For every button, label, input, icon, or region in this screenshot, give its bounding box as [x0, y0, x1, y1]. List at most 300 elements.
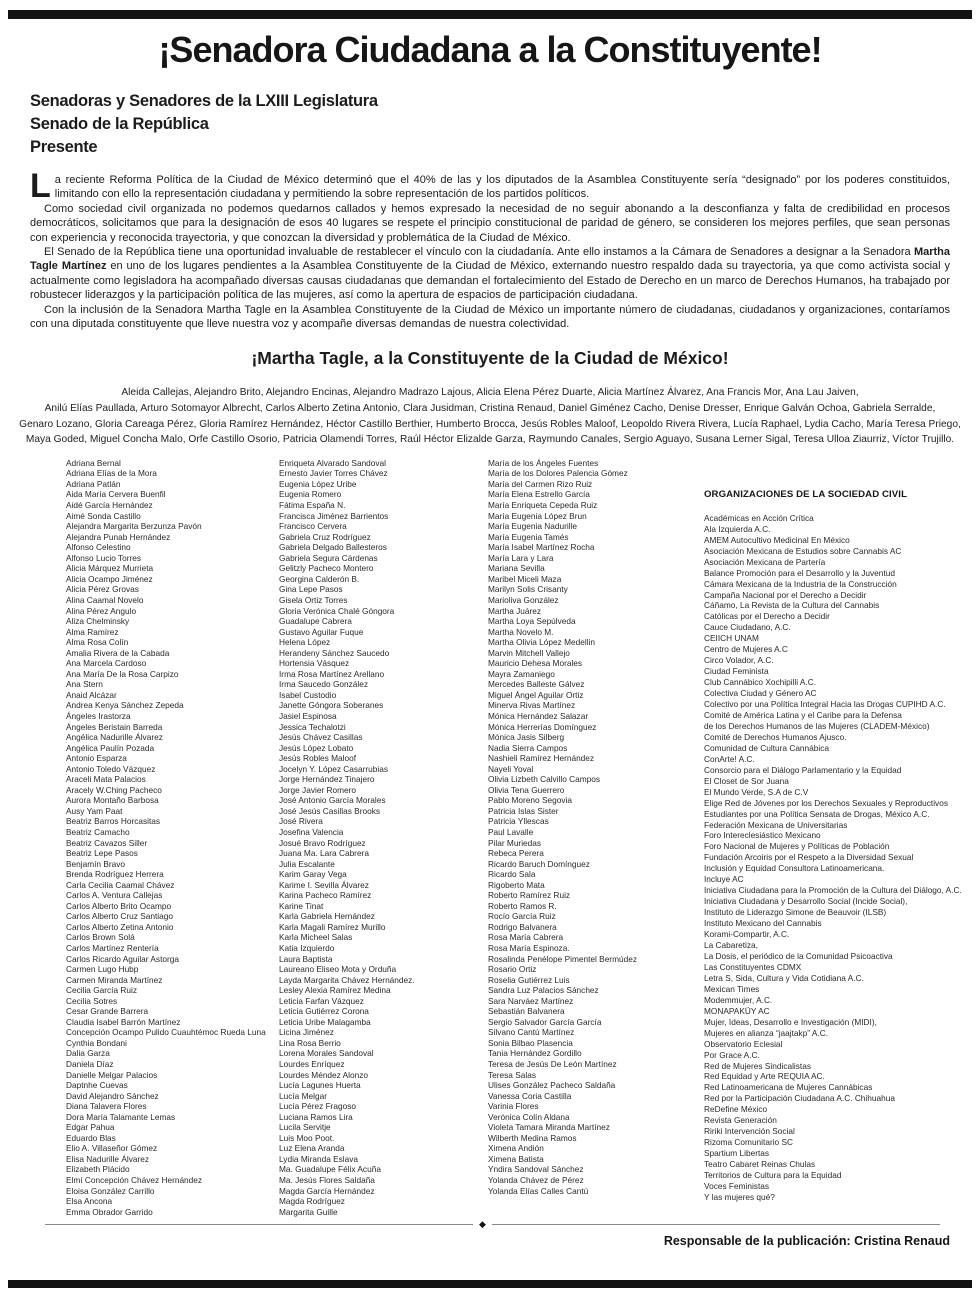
- signer-name: Teresa Salas: [488, 1069, 536, 1080]
- signer-name: Silvano Cantú Martínez: [488, 1027, 575, 1038]
- signer-name: Ricardo Baruch Domínguez: [488, 858, 590, 869]
- signer-name: Beatriz Camacho: [66, 826, 130, 837]
- organization-name: Voces Feministas: [704, 1180, 770, 1191]
- signer-name: Diana Talavera Flores: [66, 1101, 147, 1112]
- signer-name: Nayeli Yoval: [488, 763, 534, 774]
- signer-name: Laureano Eliseo Mota y Orduña: [279, 964, 397, 975]
- organization-name: Balance Promoción para el Desarrollo y la Juventud: [704, 567, 895, 578]
- signer-name: Andrea Kenya Sánchez Zepeda: [66, 700, 184, 711]
- signer-name: Alfonso Lucio Torres: [66, 552, 142, 563]
- organization-name: Centro de Mujeres A.C: [704, 644, 788, 655]
- signer-name: Adriana Patlán: [66, 478, 121, 489]
- signer-name: María Eugenia Nadurille: [488, 521, 578, 532]
- signer-name: Roberto Ramos R.: [488, 900, 557, 911]
- signer-name: Miguel Ángel Aguilar Ortiz: [488, 689, 584, 700]
- signer-name: Gabriela Delgado Ballesteros: [279, 542, 387, 553]
- signer-name: Emma Obrador Garrido: [66, 1206, 153, 1217]
- addressee-line-legislatura: Senadoras y Senadores de la LXIII Legislatura: [30, 92, 378, 110]
- signer-name: Yndira Sandoval Sánchez: [488, 1164, 584, 1175]
- signer-name: Ángeles Irastorza: [66, 710, 131, 721]
- organization-name: Spartium Libertas: [704, 1148, 770, 1159]
- signer-name: Lorena Morales Sandoval: [279, 1048, 374, 1059]
- signer-name: Ma. Guadalupe Félix Acuña: [279, 1164, 381, 1175]
- signer-name: David Alejandro Sánchez: [66, 1090, 159, 1101]
- signer-name: María Eugenia Tamés: [488, 531, 569, 542]
- signer-name: Carlos Ricardo Aguilar Astorga: [66, 953, 179, 964]
- organization-name: Cáñamo, La Revista de la Cultura del Cannabis: [704, 600, 880, 611]
- signer-name: Karim Garay Vega: [279, 869, 347, 880]
- signer-name: Roselia Gutiérrez Luis: [488, 974, 570, 985]
- signer-name: Adriana Elías de la Mora: [66, 468, 157, 479]
- signer-name: Herandeny Sánchez Saucedo: [279, 647, 390, 658]
- organization-name: Circo Volador, A.C.: [704, 655, 774, 666]
- signer-name: Janette Góngora Soberanes: [279, 700, 384, 711]
- divider-line-left: [45, 1224, 473, 1225]
- organization-name: Ririki Intervención Social: [704, 1126, 795, 1137]
- organization-name: Red de Mujeres Sindicalistas: [704, 1060, 811, 1071]
- signer-name: Nadia Sierra Campos: [488, 742, 568, 753]
- signer-name: Rosalinda Penélope Pimentel Bermúdez: [488, 953, 637, 964]
- signer-name: Teresa de Jesús De León Martínez: [488, 1059, 617, 1070]
- signer-name: Tania Hernández Gordillo: [488, 1048, 582, 1059]
- signer-name: Josué Bravo Rodríguez: [279, 837, 366, 848]
- signer-name: Beatriz Lepe Pasos: [66, 848, 138, 859]
- signer-name: Aidé García Hernández: [66, 500, 153, 511]
- organization-name: Ala Izquierda A.C.: [704, 523, 771, 534]
- highlighted-name: Martha Tagle Martínez: [30, 246, 950, 273]
- signer-name: Carlos Martínez Rentería: [66, 943, 159, 953]
- paragraph-3: [30, 245, 950, 303]
- organization-name: Korami-Compartir, A.C.: [704, 929, 790, 940]
- signer-name: Carlos A. Ventura Callejas: [66, 890, 163, 901]
- organization-name: Asociación Mexicana de Estudios sobre Cannabis AC: [704, 545, 902, 556]
- signer-name: Adriana Bernal: [66, 457, 121, 468]
- organization-name: Instituto de Liderazgo Simone de Beauvoir (ILSB): [704, 907, 887, 918]
- signer-name: Jorge Javier Romero: [279, 784, 357, 795]
- signer-name: Rocío García Ruiz: [488, 911, 556, 922]
- organization-name: Mujeres en alianza “jaajtakp” A.C.: [704, 1027, 829, 1038]
- organization-name: Las Constituyentes CDMX: [704, 961, 802, 972]
- signer-name: Patricia Yllescas: [488, 816, 549, 827]
- prominent-signers-line: Anilú Elías Paullada, Arturo Sotomayor Albrecht, Carlos Alberto Zetina Antonio, Clara Jusidman, Cristina Renaud, Daniel Giménez Cacho, Denise Dresser, Enrique Galván Ochoa, Gabriela Serralde,: [44, 403, 936, 415]
- organization-name: Fundación Arcoiris por el Respeto a la Diversidad Sexual: [704, 852, 914, 863]
- signer-name: Beatriz Cavazos Siller: [66, 837, 148, 848]
- signer-name: Lucila Servitje: [279, 1122, 331, 1133]
- addressee-line-presente: Presente: [30, 138, 98, 156]
- organization-name: Modemmujer, A.C.: [704, 994, 773, 1005]
- prominent-signers-line: Aleida Callejas, Alejandro Brito, Alejandro Encinas, Alejandro Madrazo Lajous, Alicia Elena Pérez Duarte, Alicia Martínez Álvarez, Ana Francis Mor, Ana Lau Jaiven,: [121, 387, 859, 399]
- signer-name: Martha Loya Sepúlveda: [488, 616, 576, 627]
- letter-body: [30, 167, 950, 331]
- signer-name: José Rivera: [279, 816, 323, 827]
- signer-name: Vanessa Coria Castilla: [488, 1090, 572, 1101]
- organization-name: Rizoma Comunitario SC: [704, 1137, 793, 1148]
- organization-name: Comité de Derechos Humanos Ajusco.: [704, 731, 847, 742]
- signer-name: Brenda Rodríguez Herrera: [66, 869, 164, 880]
- newspaper-page: [0, 10, 980, 1248]
- organization-name: Observatorio Eclesial: [704, 1038, 783, 1049]
- signer-name: Cynthia Bondani: [66, 1037, 127, 1048]
- signer-name: Alejandra Punab Hernández: [66, 531, 171, 542]
- addressee-block: [30, 90, 980, 159]
- signer-name: Gabriela Cruz Rodríguez: [279, 531, 371, 542]
- top-rule: [8, 10, 972, 19]
- signer-name: Lydia Miranda Eslava: [279, 1153, 359, 1164]
- signer-name: Guadalupe Cabrera: [279, 616, 352, 627]
- signer-name: Carlos Alberto Brito Ocampo: [66, 900, 172, 911]
- signers-column-1: [66, 458, 279, 1217]
- signer-name: Ana Marcela Cardoso: [66, 658, 147, 669]
- signer-name: Paul Lavalle: [488, 826, 534, 837]
- signer-name: Pablo Moreno Segovia: [488, 795, 572, 806]
- signer-name: José Jesús Casillas Brooks: [279, 805, 380, 816]
- organization-name: AMEM Autocultivo Medicinal En México: [704, 534, 850, 545]
- paragraph-2: Como sociedad civil organizada no podemos quedarnos callados y hemos expresado la necesidad de no seguir abonando a la desconfianza y falta de credibilidad en procesos democráticos, solicitamos que para la designación de esos 40 lugares se respete el principio constitucional de paridad de género, se consideren los mejores perfiles, que sean personas con experiencia y reconocida trayectoria, y que conozcan la diversidad y problemática de la Ciudad de México.: [30, 202, 950, 244]
- signer-name: Cesar Grande Barrera: [66, 1006, 149, 1017]
- signer-name: Laura Baptista: [279, 953, 333, 964]
- signer-name: Elio A. Villaseñor Gómez: [66, 1143, 158, 1154]
- signer-name: Ausy Yam Paat: [66, 805, 123, 816]
- signers-column-3: [488, 458, 704, 1196]
- organization-name: Cauce Ciudadano, A.C.: [704, 622, 791, 633]
- signer-name: Luz Elena Aranda: [279, 1143, 345, 1154]
- signer-name: Jocelyn Y. López Casarrubias: [279, 763, 389, 774]
- signer-name: Fátima España N.: [279, 500, 346, 511]
- signer-name: Katia Izquierdo: [279, 943, 335, 953]
- signer-name: Elmí Concepción Chávez Hernández: [66, 1175, 203, 1186]
- organization-name: Ciudad Feminista: [704, 666, 769, 677]
- signer-name: Leticia Gutiérrez Corona: [279, 1006, 369, 1017]
- organization-name: Campaña Nacional por el Derecho a Decidir: [704, 589, 867, 600]
- organization-name: Comité de América Latina y el Caribe para la Defensa: [704, 710, 902, 720]
- signer-name: Mariana Sevilla: [488, 563, 545, 574]
- signer-name: Alejandra Margarita Berzunza Pavón: [66, 521, 202, 532]
- organization-name: Club Cannábico Xochipilli A.C.: [704, 677, 817, 688]
- drop-cap: L: [30, 167, 51, 205]
- signer-name: Antonio Toledo Vázquez: [66, 763, 156, 774]
- signer-name: Rosa María Espinoza.: [488, 943, 570, 953]
- signer-name: Martha Olivia López Medellin: [488, 637, 595, 648]
- signer-name: Dora María Talamante Lemas: [66, 1111, 176, 1122]
- signer-name: Aida María Cervera Buenfil: [66, 489, 166, 500]
- paragraph-3-text-cont: en uno de los lugares pendientes a la Asamblea Constituyente de la Ciudad de México, externando nuestro respaldo dada su trayectoria, ya que como activista social y actualmente como legisladora ha acompañado diversas causas ciudadanas que demandan el fortalecimiento del Estado de Derecho en un marco de Derechos Humanos, ha trabajado por robustecer liderazgos y la participación política de las mujeres, así como la apertura de espacios de participación ciudadana.: [30, 260, 950, 302]
- signer-name: Gisela Ortiz Torres: [279, 594, 348, 605]
- signer-name: Anaid Alcázar: [66, 689, 117, 700]
- organization-name: Letra S, Sida, Cultura y Vida Cotidiana A.C.: [704, 972, 864, 983]
- organization-name: Y las mujeres qué?: [704, 1191, 775, 1202]
- signer-name: Elizabeth Plácido: [66, 1164, 130, 1175]
- organization-name: Foro Intereclesiástico Mexicano: [704, 830, 821, 841]
- organization-name: Revista Generación: [704, 1115, 777, 1126]
- signer-name: Julia Escalante: [279, 858, 335, 869]
- signer-name: Rigoberto Mata: [488, 879, 545, 890]
- signer-name: Daniela Díaz: [66, 1059, 114, 1070]
- signer-name: Karime I. Sevilla Álvarez: [279, 879, 369, 890]
- signer-name: Gustavo Aguilar Fuque: [279, 626, 364, 637]
- signer-name: Lesley Alexia Ramírez Medina: [279, 985, 391, 996]
- organization-name: Colectivo por una Política Integral Hacia las Drogas CUPIHD A.C.: [704, 699, 946, 710]
- prominent-signers-line: Genaro Lozano, Gloria Careaga Pérez, Gloria Ramírez Hernández, Héctor Castillo Berthier, Humberto Brocca, Jesús Robles Maloof, Leopoldo Rivera Rivera, Lucía Raphael, Lydia Cacho, María Teresa Priego,: [19, 418, 961, 430]
- diamond-icon: ◆: [479, 1219, 486, 1230]
- organization-name: Por Grace A.C.: [704, 1049, 760, 1060]
- signer-name: Aliza Chelminsky: [66, 616, 130, 627]
- signers-column-2: [279, 458, 488, 1217]
- organization-name: Inclusión y Equidad Consultora Latinoamericana.: [704, 863, 885, 874]
- signer-name: Francisco Cervera: [279, 521, 347, 532]
- organization-name: Consorcio para el Diálogo Parlamentario y la Equidad: [704, 764, 902, 775]
- slogan: ¡Martha Tagle, a la Constituyente de la Ciudad de México!: [251, 348, 729, 369]
- signer-name: Magda García Hernández: [279, 1185, 375, 1196]
- paragraph-1-text: a reciente Reforma Política de la Ciudad de México determinó que el 40% de las y los diputados de la Asamblea Constituyente sería “designado” por los poderes constituidos, limitando con ello la representación ciudadana y permitiendo la sobre representación de los partidos políticos.: [54, 174, 950, 201]
- publication-responsible: Responsable de la publicación: Cristina Renaud: [663, 1234, 950, 1249]
- signer-name: Francisca Jiménez Barrientos: [279, 510, 389, 521]
- organization-name: Territorios de Cultura para la Equidad: [704, 1170, 842, 1181]
- organization-name: Estudiantes por una Política Sensata de Drogas, México A.C.: [704, 808, 930, 819]
- organization-name: Cámara Mexicana de la Industria de la Construcción: [704, 578, 897, 589]
- signer-name: Juana Ma. Lara Cabrera: [279, 848, 369, 859]
- organization-name: de los Derechos Humanos de las Mujeres (CLADEM-México): [704, 720, 930, 731]
- signer-name: María Enriqueta Cepeda Ruiz: [488, 500, 598, 511]
- signer-name: Roberto Ramírez Ruiz: [488, 890, 571, 901]
- signer-name: Lina Rosa Berrio: [279, 1037, 341, 1048]
- signer-name: Enriqueta Alvarado Sandoval: [279, 457, 387, 468]
- signer-name: Martha Juárez: [488, 605, 542, 616]
- signer-name: Edgar Pahua: [66, 1122, 115, 1133]
- signer-name: Cecilia García Ruiz: [66, 985, 138, 996]
- signer-name: Karine Tinat: [279, 900, 324, 911]
- signer-name: Sebastián Balvanera: [488, 1006, 565, 1017]
- signer-name: Cecilia Sotres: [66, 995, 118, 1006]
- signer-name: Ricardo Sala: [488, 869, 536, 880]
- organizations-header: ORGANIZACIONES DE LA SOCIEDAD CIVIL: [704, 488, 908, 500]
- signer-name: Alicia Ocampo Jiménez: [66, 573, 153, 584]
- signer-name: Carlos Alberto Cruz Santiago: [66, 911, 173, 922]
- signer-name: Ximena Batista: [488, 1153, 544, 1164]
- prominent-signers-line: Maya Goded, Miguel Concha Malo, Orfe Castillo Osorio, Patricia Olamendi Torres, Raúl Héctor Elizalde Garza, Raymundo Canales, Sergio Aguayo, Susana Lerner Sigal, Teresa Ulloa Ziaurriz, Víctor Trujillo.: [25, 434, 955, 446]
- signer-name: Sonia Bilbao Plasencia: [488, 1037, 573, 1048]
- signer-name: Lucía Melgar: [279, 1090, 327, 1101]
- signer-name: Jasiel Espinosa: [279, 710, 337, 721]
- section-divider: [45, 1219, 940, 1229]
- signer-name: Margarita Guille: [279, 1206, 338, 1217]
- signer-name: Aracely W.Ching Pacheco: [66, 784, 162, 795]
- signer-name: Jesús López Lobato: [279, 742, 354, 753]
- signer-name: Mónica Jasis Silberg: [488, 732, 565, 743]
- signer-name: Isabel Custodio: [279, 689, 337, 700]
- organization-name: ConArte! A.C.: [704, 753, 755, 764]
- signer-name: María Eugenia López Brun: [488, 510, 587, 521]
- signer-name: Eloisa González Carrillo: [66, 1185, 155, 1196]
- organization-name: Federación Mexicana de Universitarias: [704, 819, 848, 830]
- signer-name: Verónica Colín Aldana: [488, 1111, 570, 1122]
- signer-name: Daptnhe Cuevas: [66, 1080, 128, 1091]
- signer-name: Jesús Chávez Casillas: [279, 732, 363, 743]
- signer-name: Carlos Alberto Zetina Antonio: [66, 921, 174, 932]
- organization-name: Mujer, Ideas, Desarrollo e Investigación (MIDI),: [704, 1016, 877, 1027]
- signer-name: María de los Ángeles Fuentes: [488, 457, 599, 468]
- signer-name: Karla Micheel Salas: [279, 932, 353, 943]
- signer-name: Alicia Pérez Grovas: [66, 584, 139, 595]
- signer-name: Alicia Márquez Murrieta: [66, 563, 154, 574]
- organization-name: Red por la Participación Ciudadana A.C. Chihuahua: [704, 1093, 895, 1104]
- signer-name: Lourdes Enríquez: [279, 1059, 345, 1070]
- signer-name: Carla Cecilia Caamal Chávez: [66, 879, 175, 890]
- signer-name: Ulises González Pacheco Saldaña: [488, 1080, 616, 1091]
- signer-name: Jessica Techalotzi: [279, 721, 346, 732]
- signer-name: Claudia Isabel Barrón Martínez: [66, 1016, 181, 1027]
- signer-name: Eugenia Romero: [279, 489, 342, 500]
- signer-name: Ernesto Javier Torres Chávez: [279, 468, 388, 479]
- signer-name: Karla Magali Ramírez Murillo: [279, 921, 386, 932]
- page-title: ¡Senadora Ciudadana a la Constituyente!: [158, 29, 822, 70]
- divider-line-right: [492, 1224, 940, 1225]
- signer-name: Mayra Zamaniego: [488, 668, 555, 679]
- signer-name: Antonio Esparza: [66, 753, 127, 764]
- organizations-list: [704, 513, 962, 1203]
- signer-name: Dalia Garza: [66, 1048, 110, 1059]
- organization-name: Foro Nacional de Mujeres y Políticas de Población: [704, 841, 890, 852]
- signer-name: Mauricio Dehesa Morales: [488, 658, 583, 669]
- signer-name: Carmen Miranda Martínez: [66, 974, 163, 985]
- signer-name: Patricia Islas Sister: [488, 805, 559, 816]
- signer-name: Aimé Sonda Castillo: [66, 510, 141, 521]
- organization-name: MONAPAKÜY AC: [704, 1005, 770, 1016]
- signer-name: Irma Saucedo González: [279, 679, 369, 690]
- signer-name: María del Carmen Rizo Ruiz: [488, 478, 593, 489]
- organization-name: Teatro Cabaret Reinas Chulas: [704, 1159, 816, 1170]
- signer-name: María Isabel Martínez Rocha: [488, 542, 595, 553]
- signer-name: Licina Jiménez: [279, 1027, 334, 1038]
- signer-name: Rosario Ortiz: [488, 964, 537, 975]
- organization-name: Académicas en Acción Crítica: [704, 512, 814, 523]
- bottom-rule: [8, 1280, 972, 1288]
- signer-name: Rosa María Cabrera: [488, 932, 564, 943]
- signer-name: Gelitzly Pacheco Montero: [279, 563, 374, 574]
- signer-name: Elisa Nadurille Álvarez: [66, 1153, 150, 1164]
- signer-name: Magda Rodríguez: [279, 1196, 345, 1207]
- signer-name: Olivia Tena Guerrero: [488, 784, 565, 795]
- paragraph-4: Con la inclusión de la Senadora Martha Tagle en la Asamblea Constituyente de la Ciudad de México un importante número de ciudadanas, ciudadanos y organizaciones, contaríamos con una diputada constituyente que lleve nuestra voz y acompañe diversas demandas de nuestra colectividad.: [30, 303, 950, 331]
- signer-name: Ma. Jesús Flores Saldaña: [279, 1175, 375, 1186]
- signer-name: Yolanda Chávez de Pérez: [488, 1175, 584, 1186]
- paragraph-3-text: El Senado de la República tiene una oportunidad invaluable de restablecer el vínculo con la ciudadanía. Ante ello instamos a la Cámara de Senadores a designar a la Senadora: [44, 246, 914, 259]
- signer-name: Josefina Valencia: [279, 826, 344, 837]
- organization-name: Iniciativa Ciudadana y Desarrollo Social (Incide Social),: [704, 896, 908, 907]
- signer-name: Hortensia Vásquez: [279, 658, 350, 669]
- signer-name: Rebeca Perera: [488, 848, 544, 859]
- signer-name: Layda Margarita Chávez Hernández.: [279, 974, 415, 985]
- signer-name: Alina Caamal Novelo: [66, 594, 144, 605]
- signer-name: Helena López: [279, 637, 331, 648]
- organization-name: Instituto Mexicano del Cannabis: [704, 918, 822, 929]
- signer-name: Ángeles Beristain Barreda: [66, 721, 163, 732]
- signer-name: Sergio Salvador García García: [488, 1016, 602, 1027]
- organization-name: Católicas por el Derecho a Decidir: [704, 611, 830, 622]
- signer-name: Jesús Robles Maloof: [279, 753, 357, 764]
- organization-name: Red Latinoamericana de Mujeres Cannábicas: [704, 1082, 873, 1093]
- signer-name: Amalia Rivera de la Cabada: [66, 647, 170, 658]
- signer-name: Varinia Flores: [488, 1101, 539, 1112]
- signer-name: Eugenia López Uribe: [279, 478, 357, 489]
- signer-name: Mercedes Balleste Gálvez: [488, 679, 585, 690]
- organization-name: El Mundo Verde, S.A de C.V: [704, 786, 809, 797]
- organization-name: Asociación Mexicana de Partería: [704, 556, 826, 567]
- signer-name: Martha Novelo M.: [488, 626, 554, 637]
- signer-name: Yolanda Elías Calles Cantú: [488, 1185, 589, 1196]
- signer-name: Ximena Andión: [488, 1143, 544, 1154]
- signer-name: Georgina Calderón B.: [279, 573, 360, 584]
- signer-name: Maribel Miceli Maza: [488, 573, 562, 584]
- signer-name: Alfonso Celestino: [66, 542, 131, 553]
- signer-name: Marvin Mitchell Vallejo: [488, 647, 570, 658]
- signer-name: Jorge Hernández Tinajero: [279, 774, 375, 785]
- signer-name: Araceli Mata Palacios: [66, 774, 146, 785]
- signer-name: Alma Ramírez: [66, 626, 119, 637]
- signer-name: Minerva Rivas Martínez: [488, 700, 576, 711]
- signer-name: Ana Stern: [66, 679, 103, 690]
- signer-name: José Antonio García Morales: [279, 795, 386, 806]
- signer-name: Carlos Brown Solá: [66, 932, 135, 943]
- organization-name: La Cabaretiza,: [704, 940, 758, 951]
- paragraph-1: [30, 167, 950, 205]
- signer-name: Gina Lepe Pasos: [279, 584, 343, 595]
- signer-name: Alma Rosa Colín: [66, 637, 129, 648]
- organization-name: Elige Red de Jóvenes por los Derechos Sexuales y Reproductivos: [704, 797, 948, 808]
- signer-name: María Elena Estrello García: [488, 489, 590, 500]
- signer-name: Lucía Pérez Fragoso: [279, 1101, 357, 1112]
- signer-name: Olivia Lizbeth Calvillo Campos: [488, 774, 601, 785]
- organization-name: Mexican Times: [704, 983, 760, 994]
- signer-name: Marilyn Solis Crisanty: [488, 584, 568, 595]
- signer-name: Angélica Paulín Pozada: [66, 742, 155, 753]
- signers-columns: [0, 458, 980, 1217]
- signer-name: Nashieli Ramírez Hernández: [488, 753, 595, 764]
- signer-name: Leticia Uribe Malagamba: [279, 1016, 371, 1027]
- organization-name: Comunidad de Cultura Cannábica: [704, 742, 829, 753]
- signer-name: María de los Dolores Palencia Gómez: [488, 468, 628, 479]
- signer-name: Carmen Lugo Hubp: [66, 964, 139, 975]
- signer-name: Mónica Herrerías Domínguez: [488, 721, 597, 732]
- signer-name: Mónica Hernández Salazar: [488, 710, 589, 721]
- organization-name: El Closet de Sor Juana: [704, 775, 789, 786]
- signer-name: Concepción Ocampo Pulido Cuauhtémoc Rueda Luna: [66, 1027, 266, 1038]
- signer-name: Gloria Verónica Chalé Góngora: [279, 605, 395, 616]
- organization-name: Colectiva Ciudad y Género AC: [704, 688, 817, 699]
- signer-name: Lourdes Méndez Alonzo: [279, 1069, 369, 1080]
- addressee-line-senado: Senado de la República: [30, 115, 209, 133]
- signer-name: Karla Gabriela Hernández: [279, 911, 375, 922]
- signer-name: Sara Narváez Martínez: [488, 995, 574, 1006]
- signer-name: Violeta Tamara Miranda Martínez: [488, 1122, 610, 1133]
- signer-name: Benjamín Bravo: [66, 858, 126, 869]
- signer-name: Leticia Farfan Vázquez: [279, 995, 364, 1006]
- organization-name: Incluye AC: [704, 874, 744, 885]
- organization-name: Iniciativa Ciudadana para la Promoción de la Cultura del Diálogo, A.C.: [704, 885, 962, 896]
- prominent-signers: [0, 385, 980, 447]
- signer-name: Angélica Nadurille Álvarez: [66, 732, 163, 743]
- signer-name: Luis Moo Poot.: [279, 1132, 335, 1143]
- organizations-column: [704, 458, 962, 1203]
- organization-name: ReDefine México: [704, 1104, 768, 1115]
- signer-name: Beatriz Barros Horcasitas: [66, 816, 161, 827]
- signer-name: Ana María De la Rosa Carpizo: [66, 668, 179, 679]
- signer-name: Elsa Ancona: [66, 1196, 113, 1207]
- organization-name: La Dosis, el periódico de la Comunidad Psicoactiva: [704, 950, 893, 961]
- signer-name: Pilar Muriedas: [488, 837, 542, 848]
- signer-name: Luciana Ramos Lira: [279, 1111, 353, 1122]
- signer-name: Eduardo Blas: [66, 1132, 116, 1143]
- signer-name: Rodrigo Balvanera: [488, 921, 557, 932]
